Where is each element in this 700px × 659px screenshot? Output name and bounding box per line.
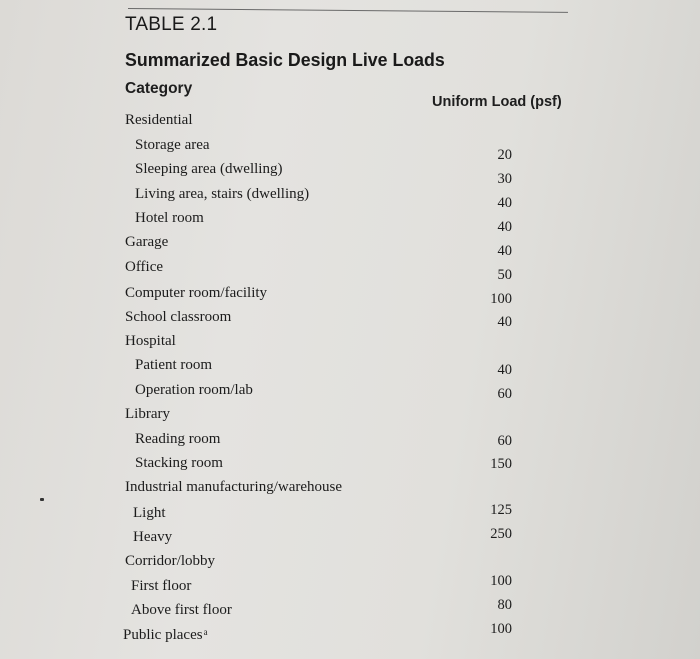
row-label-school-classroom: School classroom bbox=[125, 309, 232, 325]
row-label-first-floor: First floor bbox=[131, 578, 192, 594]
value-computer-room: 100 bbox=[490, 291, 512, 307]
public-places-text: Public places bbox=[123, 627, 203, 643]
value-patient-room: 40 bbox=[497, 362, 512, 378]
value-garage: 40 bbox=[497, 243, 512, 259]
table-title: Summarized Basic Design Live Loads bbox=[125, 49, 445, 70]
value-first-floor: 100 bbox=[490, 573, 512, 589]
value-reading-room: 60 bbox=[497, 433, 512, 449]
row-label-garage: Garage bbox=[125, 234, 169, 250]
row-label-light: Light bbox=[133, 505, 166, 521]
value-office: 50 bbox=[497, 267, 512, 283]
row-label-residential: Residential bbox=[125, 112, 193, 128]
value-stacking-room: 150 bbox=[490, 456, 512, 472]
value-school-classroom: 40 bbox=[497, 314, 512, 330]
value-storage-area: 20 bbox=[497, 147, 512, 163]
row-label-library: Library bbox=[125, 406, 170, 422]
row-label-heavy: Heavy bbox=[133, 529, 173, 545]
value-operation-room: 60 bbox=[497, 386, 512, 402]
margin-speck bbox=[40, 498, 44, 501]
row-label-corridor-lobby: Corridor/lobby bbox=[125, 553, 215, 569]
row-label-storage-area: Storage area bbox=[135, 137, 210, 153]
row-label-public-places bbox=[123, 626, 208, 644]
row-label-stacking-room: Stacking room bbox=[135, 455, 223, 471]
row-label-patient-room: Patient room bbox=[135, 357, 213, 373]
row-label-reading-room: Reading room bbox=[135, 431, 221, 447]
uniform-load-header: Uniform Load (psf) bbox=[432, 94, 562, 110]
row-label-living-area: Living area, stairs (dwelling) bbox=[135, 186, 310, 202]
row-label-computer-room: Computer room/facility bbox=[125, 285, 268, 301]
row-label-hotel-room: Hotel room bbox=[135, 210, 204, 226]
category-header: Category bbox=[125, 80, 193, 97]
value-sleeping-area: 30 bbox=[497, 171, 512, 187]
row-label-operation-room: Operation room/lab bbox=[135, 382, 253, 398]
value-living-area: 40 bbox=[497, 195, 512, 211]
value-hotel-room: 40 bbox=[497, 219, 512, 235]
row-label-office: Office bbox=[125, 259, 164, 275]
value-light: 125 bbox=[490, 502, 512, 518]
top-rule bbox=[128, 8, 568, 13]
value-heavy: 250 bbox=[490, 526, 512, 542]
row-label-sleeping-area: Sleeping area (dwelling) bbox=[135, 161, 283, 177]
value-public-places: 100 bbox=[490, 621, 512, 637]
table-number: TABLE 2.1 bbox=[125, 14, 218, 35]
footnote-marker: a bbox=[203, 627, 208, 637]
row-label-industrial: Industrial manufacturing/warehouse bbox=[125, 479, 343, 495]
row-label-hospital: Hospital bbox=[125, 333, 176, 349]
value-above-first-floor: 80 bbox=[497, 597, 512, 613]
row-label-above-first-floor: Above first floor bbox=[131, 602, 232, 618]
